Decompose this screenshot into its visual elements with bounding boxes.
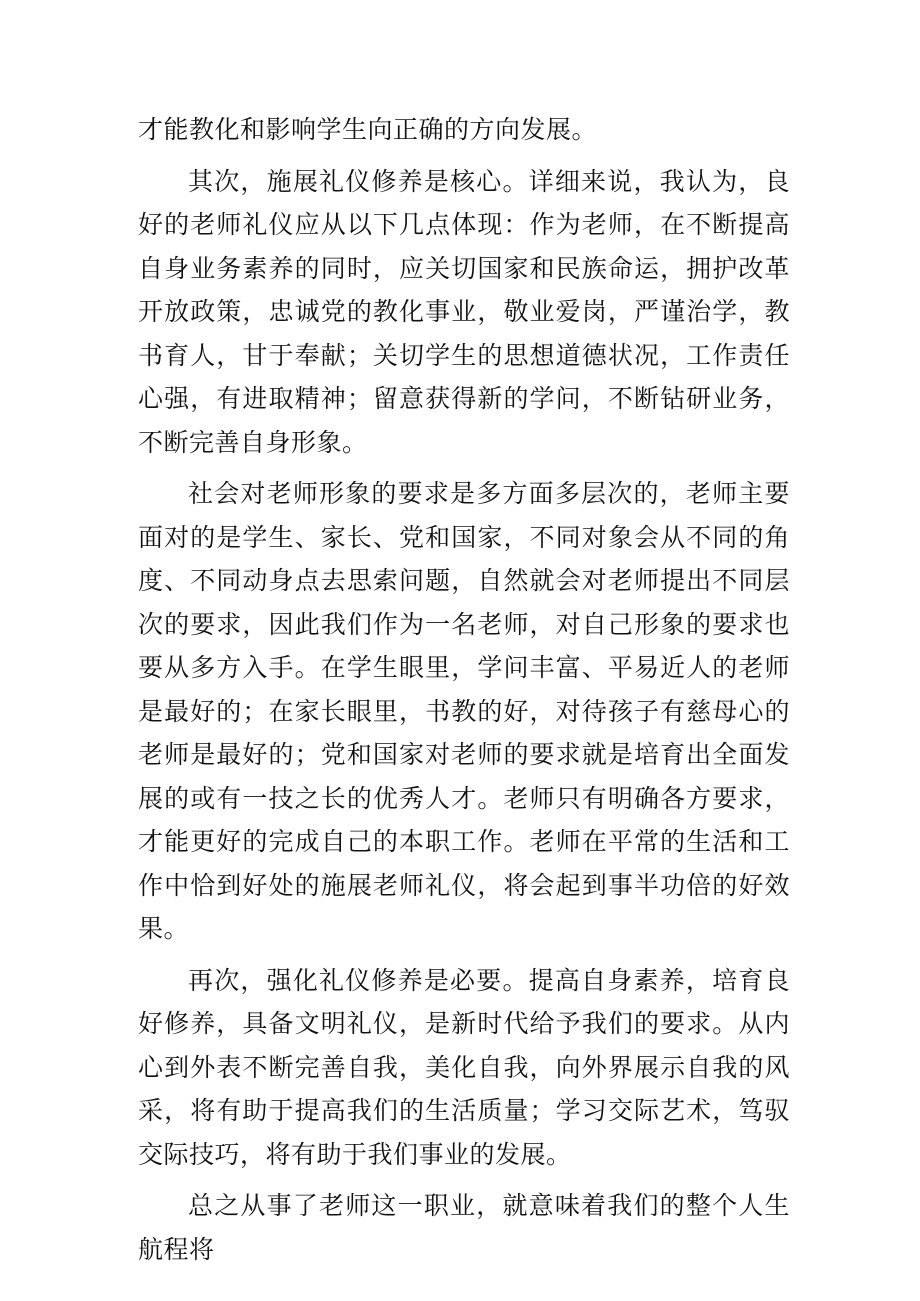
paragraph-conclusion: 总之从事了老师这一职业，就意味着我们的整个人生航程将	[138, 1191, 790, 1264]
paragraph-etiquette-core: 其次，施展礼仪修养是核心。详细来说，我认为，良好的老师礼仪应从以下几点体现：作为老师，在不断提高自身业务素养的同时，应关切国家和民族命运，拥护改革开放政策，忠诚党的教化事业，敬业爱岗，严谨治学，教书育人，甘于奉献；关切学生的思想道德状况，工作责任心强，有进取精神；留意获得新的学问，不断钻研业务，不断完善自身形象。	[138, 166, 790, 457]
document-body	[138, 108, 790, 1279]
paragraph-social-requirements: 社会对老师形象的要求是多方面多层次的，老师主要面对的是学生、家长、党和国家，不同对象会从不同的角度、不同动身点去思索问题，自然就会对老师提出不同层次的要求，因此我们作为一名老师，对自己形象的要求也要从多方入手。在学生眼里，学问丰富、平易近人的老师是最好的；在家长眼里，书教的好，对待孩子有慈母心的老师是最好的；党和国家对老师的要求就是培育出全面发展的或有一技之长的优秀人才。老师只有明确各方要求，才能更好的完成自己的本职工作。老师在平常的生活和工作中恰到好处的施展老师礼仪，将会起到事半功倍的好效果。	[138, 479, 790, 943]
paragraph-strengthen-etiquette: 再次，强化礼仪修养是必要。提高自身素养，培育良好修养，具备文明礼仪，是新时代给予我们的要求。从内心到外表不断完善自我，美化自我，向外界展示自我的风采，将有助于提高我们的生活质量；学习交际艺术，笃驭交际技巧，将有助于我们事业的发展。	[138, 965, 790, 1169]
paragraph-continuation: 才能教化和影响学生向正确的方向发展。	[138, 115, 598, 144]
